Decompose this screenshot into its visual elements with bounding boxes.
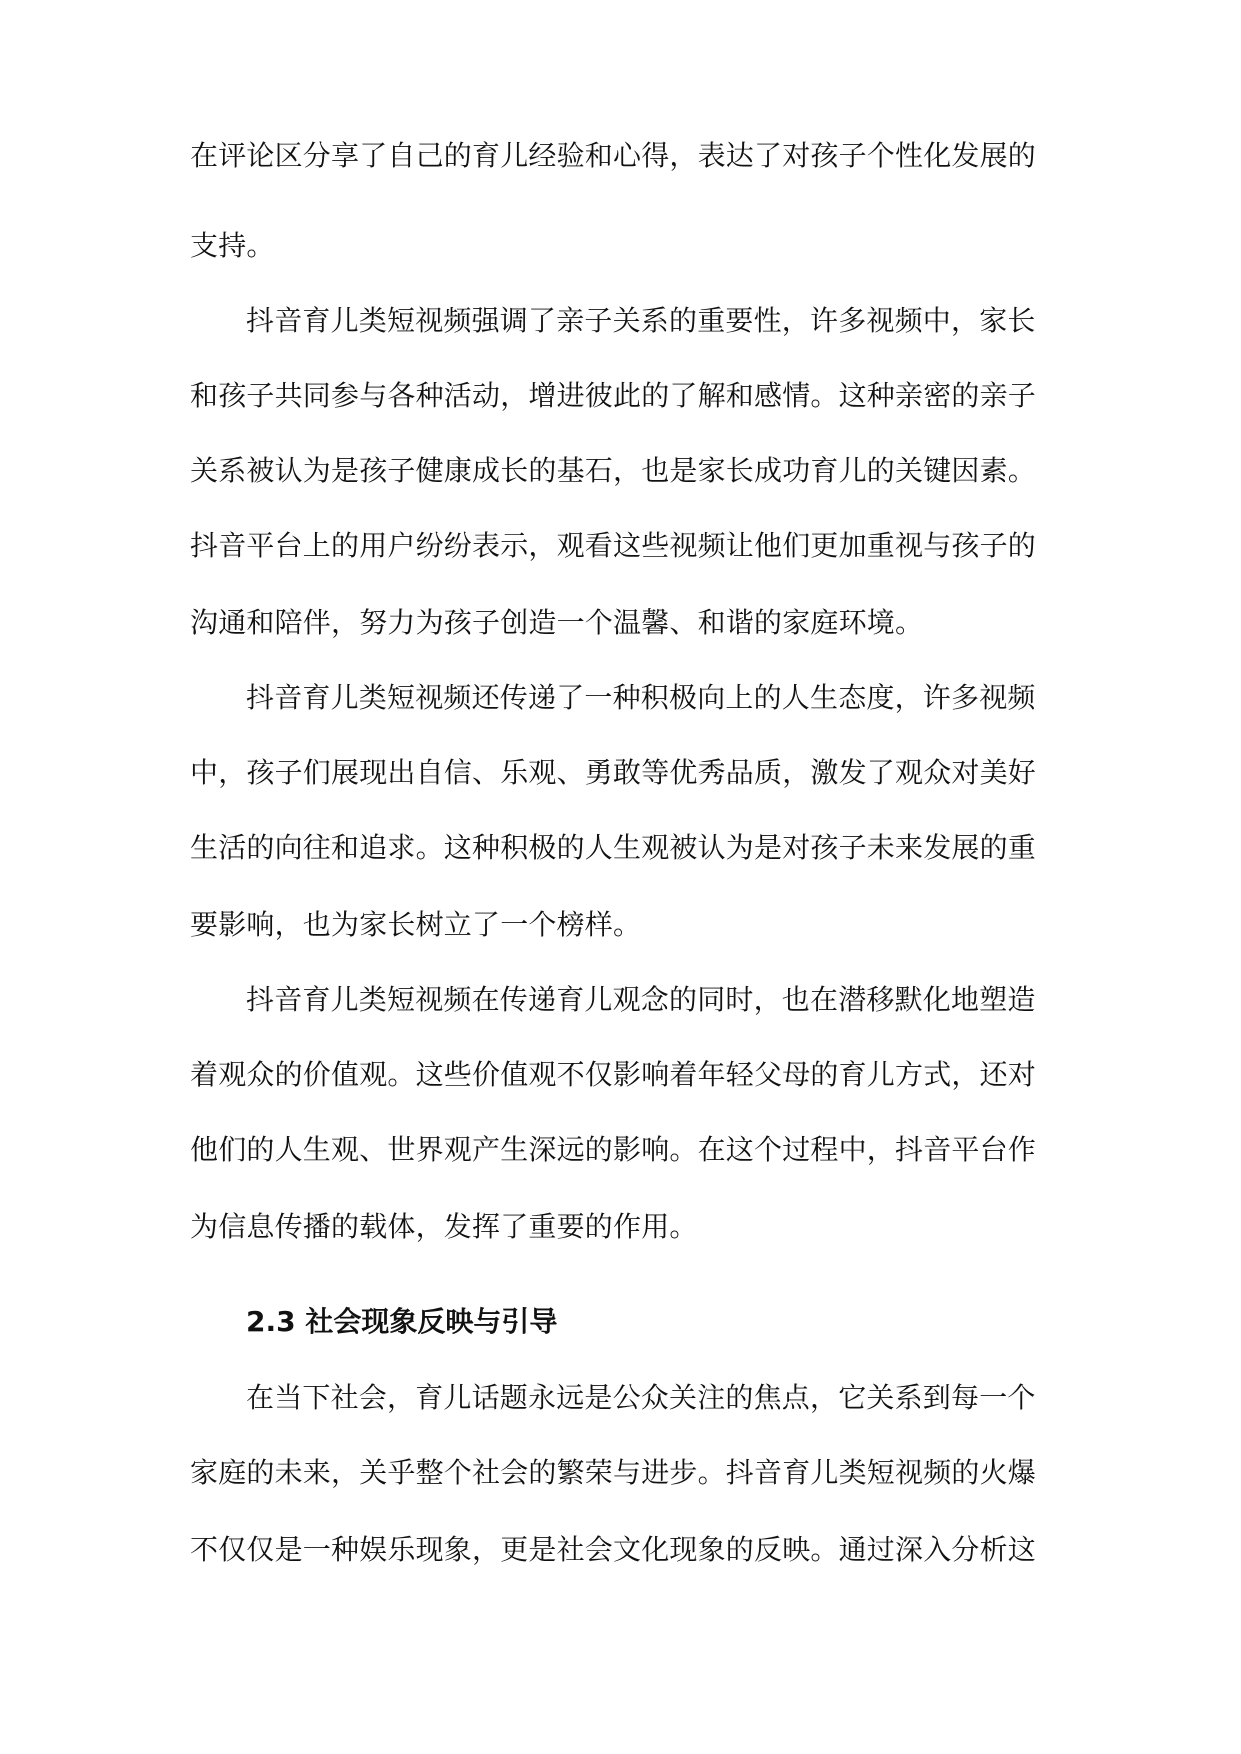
paragraph-3-line-3: 生活的向往和追求。这种积极的人生观被认为是对孩子未来发展的重 (190, 831, 1037, 864)
paragraph-4-line-3: 他们的人生观、世界观产生深远的影响。在这个过程中，抖音平台作 (190, 1133, 1037, 1166)
paragraph-5-line-2: 家庭的未来，关乎整个社会的繁荣与进步。抖音育儿类短视频的火爆 (190, 1456, 1037, 1489)
section-heading: 2.3 社会现象反映与引导 (246, 1305, 558, 1338)
paragraph-1-line-1: 在评论区分享了自己的育儿经验和心得，表达了对孩子个性化发展的 (190, 139, 1037, 172)
paragraph-2-line-4: 抖音平台上的用户纷纷表示，观看这些视频让他们更加重视与孩子的 (190, 529, 1037, 562)
paragraph-4-line-1: 抖音育儿类短视频在传递育儿观念的同时，也在潜移默化地塑造 (246, 983, 1036, 1016)
paragraph-4-line-4: 为信息传播的载体，发挥了重要的作用。 (190, 1210, 698, 1243)
paragraph-2-line-5: 沟通和陪伴，努力为孩子创造一个温馨、和谐的家庭环境。 (190, 606, 924, 639)
paragraph-3-line-1: 抖音育儿类短视频还传递了一种积极向上的人生态度，许多视频 (246, 681, 1036, 714)
paragraph-3-line-4: 要影响，也为家长树立了一个榜样。 (190, 908, 642, 941)
paragraph-3-line-2: 中，孩子们展现出自信、乐观、勇敢等优秀品质，激发了观众对美好 (190, 756, 1037, 789)
paragraph-1-line-2: 支持。 (190, 229, 275, 262)
paragraph-4-line-2: 着观众的价值观。这些价值观不仅影响着年轻父母的育儿方式，还对 (190, 1058, 1037, 1091)
paragraph-2-line-3: 关系被认为是孩子健康成长的基石，也是家长成功育儿的关键因素。 (190, 454, 1037, 487)
paragraph-5-line-3: 不仅仅是一种娱乐现象，更是社会文化现象的反映。通过深入分析这 (190, 1533, 1037, 1566)
paragraph-2-line-1: 抖音育儿类短视频强调了亲子关系的重要性，许多视频中，家长 (246, 304, 1036, 337)
paragraph-5-line-1: 在当下社会，育儿话题永远是公众关注的焦点，它关系到每一个 (246, 1381, 1036, 1414)
paragraph-2-line-2: 和孩子共同参与各种活动，增进彼此的了解和感情。这种亲密的亲子 (190, 379, 1037, 412)
